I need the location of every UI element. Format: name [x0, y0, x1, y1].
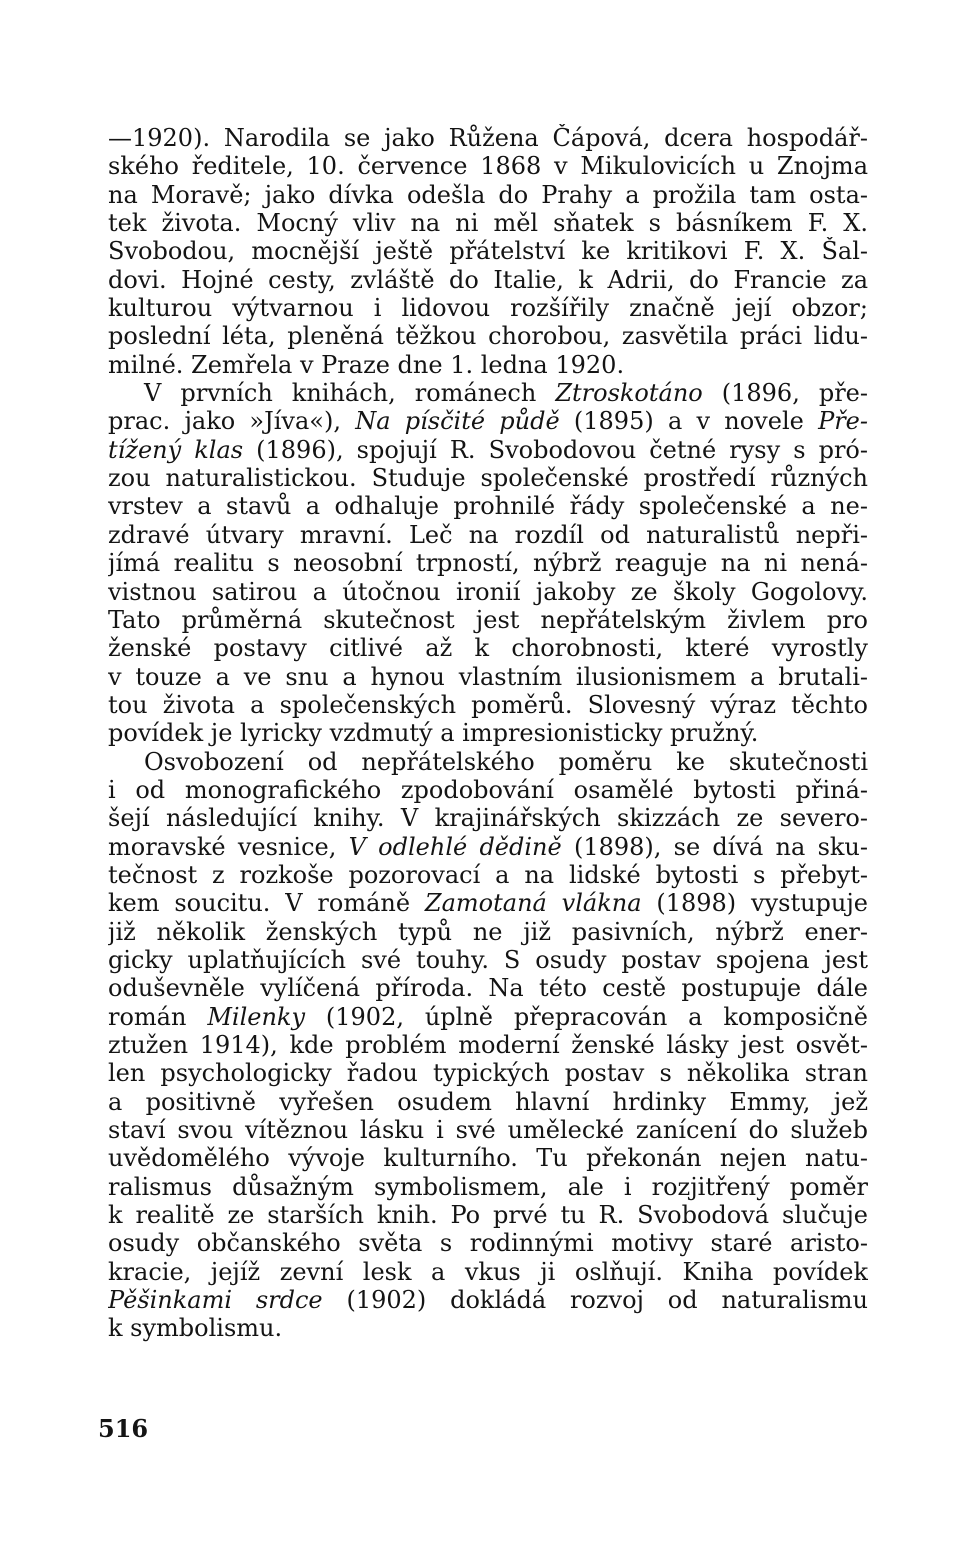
text-line: [108, 974, 868, 1002]
text-line: [108, 464, 868, 492]
text-line: [108, 1314, 868, 1342]
text-segment: (1896, pře-: [702, 379, 868, 408]
text-line: [108, 1144, 868, 1172]
text-segment: (1898), se dívá na sku-: [561, 832, 868, 861]
text-line: [108, 1031, 868, 1059]
text-segment: (1902, úplně přepracován a komposičně: [305, 1002, 868, 1031]
text-segment: vrstev a stavů a odhaluje prohnilé řády společenské a ne-: [108, 492, 868, 521]
text-segment: román: [108, 1002, 208, 1031]
page-body: [108, 124, 868, 1343]
text-segment: k symbolismu.: [108, 1314, 283, 1343]
text-line: [108, 918, 868, 946]
text-line: [108, 1258, 868, 1286]
text-line: [108, 492, 868, 520]
text-line: [108, 181, 868, 209]
text-line: [108, 1286, 868, 1314]
text-segment: oduševněle vylíčená příroda. Na této cestě postupuje dále: [108, 974, 868, 1003]
text-segment: (1898) vystupuje: [641, 889, 868, 918]
text-segment: k realitě ze starších knih. Po prvé tu R. Svobodová slučuje: [108, 1201, 868, 1230]
text-line: [108, 1201, 868, 1229]
text-line: [108, 1116, 868, 1144]
text-segment: dovi. Hojné cesty, zvláště do Italie, k Adrii, do Francie za: [108, 265, 868, 294]
italic-title: V odlehlé dědině: [348, 832, 562, 861]
text-line: [108, 124, 868, 152]
text-line: [108, 606, 868, 634]
text-segment: Tato průměrná skutečnost jest nepřátelským živlem pro: [108, 605, 868, 634]
text-segment: osudy občanského světa s rodinnými motivy staré aristo-: [108, 1229, 868, 1258]
text-line: [108, 1173, 868, 1201]
text-line: [108, 776, 868, 804]
text-line: [108, 663, 868, 691]
text-segment: na Moravě; jako dívka odešla do Prahy a prožila tam osta-: [108, 180, 868, 209]
italic-title: Milenky: [207, 1002, 306, 1031]
italic-title: Pře-: [818, 407, 868, 436]
text-line: [108, 1059, 868, 1087]
text-segment: (1895) a v novele: [559, 407, 819, 436]
text-line: [108, 294, 868, 322]
text-line: [108, 634, 868, 662]
text-line: [108, 578, 868, 606]
text-segment: jímá realitu s neosobní trpností, nýbrž reaguje na ni nená-: [108, 549, 868, 578]
italic-title: tížený klas: [108, 435, 244, 464]
text-segment: gicky uplatňujících své touhy. S osudy postav spojena jest: [108, 945, 868, 974]
text-line: [108, 833, 868, 861]
text-segment: zou naturalistickou. Studuje společenské prostředí různých: [108, 464, 868, 493]
text-segment: kracie, jejíž zevní lesk a vkus ji oslňují. Kniha povídek: [108, 1257, 868, 1286]
text-segment: šejí následující knihy. V krajinářských skizzách ze severo-: [108, 804, 868, 833]
text-segment: kulturou výtvarnou i lidovou rozšířily značně její obzor;: [108, 294, 868, 323]
text-line: [108, 1088, 868, 1116]
text-line: [108, 946, 868, 974]
text-segment: poslední léta, pleněná těžkou chorobou, zasvětila práci lidu-: [108, 322, 868, 351]
text-segment: vistnou satirou a útočnou ironií jakoby ze školy Gogolovy.: [108, 577, 868, 606]
text-line: [108, 549, 868, 577]
text-segment: i od monografického zpodobování osamělé bytosti přiná-: [108, 775, 868, 804]
italic-title: Pěšinkami srdce: [108, 1286, 323, 1315]
text-line: [108, 209, 868, 237]
text-line: [108, 407, 868, 435]
text-line: [108, 351, 868, 379]
text-segment: již několik ženských typů ne již pasivních, nýbrž ener-: [108, 917, 868, 946]
text-segment: prac. jako »Jíva«),: [108, 407, 356, 436]
text-segment: ztužen 1914), kde problém moderní ženské lásky jest osvět-: [108, 1031, 868, 1059]
text-line: [108, 719, 868, 747]
text-line: [108, 1229, 868, 1257]
text-line: [108, 152, 868, 180]
text-segment: —1920). Narodila se jako Růžena Čápová, dcera hospodář-: [108, 124, 868, 152]
text-segment: milné. Zemřela v Praze dne 1. ledna 1920.: [108, 350, 625, 379]
text-line: [108, 861, 868, 889]
text-segment: moravské vesnice,: [108, 832, 349, 861]
text-line: [108, 804, 868, 832]
text-segment: staví svou vítěznou lásku i své umělecké zanícení do služeb: [108, 1116, 868, 1145]
italic-title: Ztroskotáno: [555, 379, 703, 408]
text-segment: Osvobození od nepřátelského poměru ke skutečnosti: [144, 747, 868, 776]
text-line: [108, 691, 868, 719]
text-segment: povídek je lyricky vzdmutý a impresionisticky pružný.: [108, 719, 759, 748]
text-line: [108, 436, 868, 464]
text-segment: uvědomělého vývoje kulturního. Tu překonán nejen natu-: [108, 1144, 868, 1173]
text-segment: ženské postavy citlivé až k chorobnosti, které vyrostly: [108, 634, 868, 663]
text-segment: V prvních knihách, románech: [144, 379, 556, 408]
text-segment: (1902) dokládá rozvoj od naturalismu: [322, 1286, 868, 1315]
text-segment: len psychologicky řadou typických postav s několika stran: [108, 1059, 868, 1088]
text-segment: v touze a ve snu a hynou vlastním ilusionismem a brutali-: [108, 662, 868, 691]
text-segment: tou života a společenských poměrů. Slovesný výraz těchto: [108, 690, 868, 719]
text-segment: ralismus důsažným symbolismem, ale i rozjitřený poměr: [108, 1172, 868, 1201]
text-segment: zdravé útvary mravní. Leč na rozdíl od naturalistů nepři-: [108, 520, 868, 549]
page-number: 516: [98, 1414, 149, 1443]
text-segment: ského ředitele, 10. července 1868 v Mikulovicích u Znojma: [108, 152, 868, 181]
text-line: [108, 322, 868, 350]
text-line: [108, 266, 868, 294]
text-segment: tek života. Mocný vliv na ni měl sňatek s básníkem F. X.: [108, 209, 868, 238]
text-segment: (1896), spojují R. Svobodovou četné rysy s pró-: [243, 435, 868, 464]
text-line: [108, 379, 868, 407]
text-line: [108, 748, 868, 776]
text-line: [108, 521, 868, 549]
text-line: [108, 889, 868, 917]
text-line: [108, 1003, 868, 1031]
italic-title: Na písčité půdě: [355, 407, 560, 436]
text-segment: Svobodou, mocnější ještě přátelství ke kritikovi F. X. Šal-: [108, 237, 868, 266]
text-segment: tečnost z rozkoše pozorovací a na lidské bytosti s přebyt-: [108, 860, 868, 889]
text-segment: kem soucitu. V románě: [108, 889, 425, 918]
italic-title: Zamotaná vlákna: [424, 889, 642, 918]
text-segment: a positivně vyřešen osudem hlavní hrdinky Emmy, jež: [108, 1087, 868, 1116]
text-line: [108, 237, 868, 265]
